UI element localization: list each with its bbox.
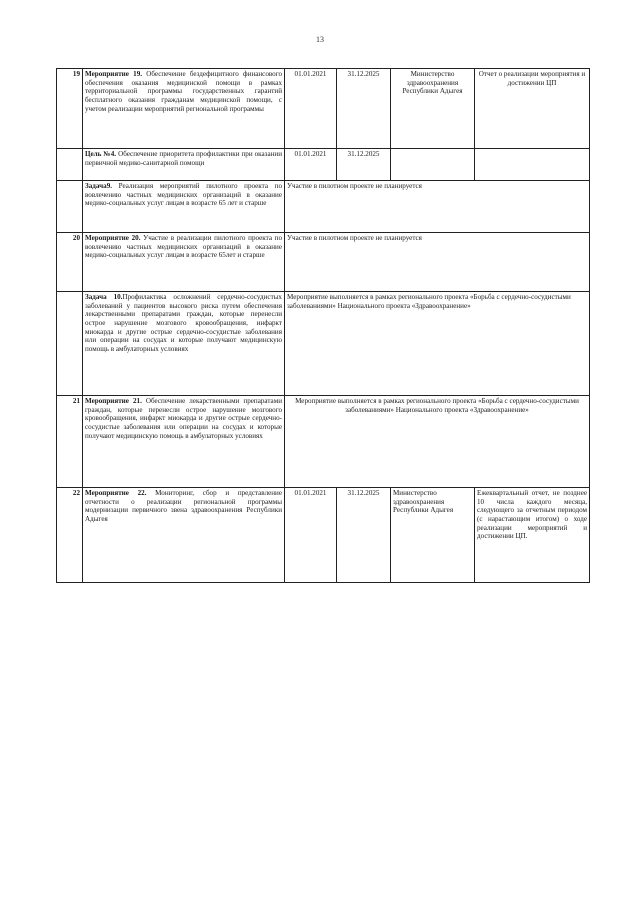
activity-description	[83, 292, 285, 396]
activity-title: Задача 10.	[85, 293, 123, 301]
activity-text: Обеспечение приоритета профилактики при оказании первичной медико-санитарной помощи	[85, 150, 282, 167]
activity-text: Участие в реализации пилотного проекта по вовлечению частных медицинских организаций в оказание медико-социальных услуг лицам в возрасте 65лет и старше	[85, 234, 283, 260]
activity-description	[83, 181, 285, 233]
activity-title: Мероприятие 19.	[85, 70, 143, 78]
start-date: 01.01.2021	[285, 488, 337, 583]
activity-description	[83, 233, 285, 292]
activity-note: Мероприятие выполняется в рамках регионального проекта «Борьба с сердечно-сосудистыми заболеваниями» Национального проекта «Здравоохранение»	[285, 396, 590, 488]
activity-text: Обеспечение лекарственными препаратами граждан, которые перенесли острое нарушение мозгового кровообращения, инфаркт миокарда и другие острые сердечно-сосудистые заболевания или операции на сосудах и которые получают медицинскую помощь в амбулаторных условиях	[85, 397, 282, 440]
report-form: Отчет о реализации мероприятия и достижении ЦП	[475, 69, 590, 149]
end-date: 31.12.2025	[337, 149, 391, 181]
table-row	[57, 488, 590, 583]
executor: Министерство здравоохранения Республики Адыгея	[391, 69, 475, 149]
row-number	[57, 181, 83, 233]
row-number: 20	[57, 233, 83, 292]
end-date: 31.12.2025	[337, 69, 391, 149]
table-row	[57, 69, 590, 149]
activity-description	[83, 69, 285, 149]
activities-table	[56, 68, 590, 583]
executor	[391, 149, 475, 181]
activity-note: Мероприятие выполняется в рамках регионального проекта «Борьба с сердечно-сосудистыми заболеваниями» Национального проекта «Здравоохранение»	[285, 292, 590, 396]
table-row	[57, 292, 590, 396]
report-form	[475, 149, 590, 181]
activity-title: Мероприятие 22.	[85, 489, 147, 497]
activity-description	[83, 396, 285, 488]
activity-title: Цель №4.	[85, 150, 117, 158]
row-number: 21	[57, 396, 83, 488]
row-number	[57, 292, 83, 396]
activity-text: Реализация мероприятий пилотного проекта по вовлечению частных медицинских организаций в оказание медико-социальных услуг лицам в возрасте 65 лет и старше	[85, 182, 282, 208]
activity-title: Задача9.	[85, 182, 113, 190]
report-form: Ежеквартальный отчет, не позднее 10 числа каждого месяца, следующего за отчетным периодом (с нарастающим итогом) о ходе реализации мероприятий и достижении ЦП.	[475, 488, 590, 583]
activity-note: Участие в пилотном проекте не планируется	[285, 233, 590, 292]
activity-description	[83, 149, 285, 181]
activity-description	[83, 488, 285, 583]
start-date: 01.01.2021	[285, 69, 337, 149]
table-row	[57, 181, 590, 233]
table-row	[57, 396, 590, 488]
row-number: 22	[57, 488, 83, 583]
start-date: 01.01.2021	[285, 149, 337, 181]
page-number: 13	[316, 35, 324, 44]
activity-title: Мероприятие 20.	[85, 234, 141, 242]
table-row	[57, 149, 590, 181]
row-number: 19	[57, 69, 83, 149]
activity-text: Обеспечение бездефицитного финансового обеспечения оказания медицинской помощи в рамках территориальной программы государственных гарантий бесплатного оказания гражданам медицинской помощи, с учетом реализации мероприятий региональной программы	[85, 70, 283, 113]
end-date: 31.12.2025	[337, 488, 391, 583]
executor: Министерство здравоохранения Республики Адыгея	[391, 488, 475, 583]
activity-note: Участие в пилотном проекте не планируется	[285, 181, 590, 233]
activity-title: Мероприятие 21.	[85, 397, 142, 405]
activity-text: Мониторинг, сбор и представление отчетности о реализации региональной программы модернизации первичного звена здравоохранения Республики Адыгея	[85, 489, 282, 523]
activity-text: Профилактика осложнений сердечно-сосудистых заболеваний у пациентов высокого риска путем обеспечения лекарственными препаратами граждан, которые перенесли острое нарушение мозгового кровообращения, инфаркт миокарда и другие острые сердечно-сосудистые заболевания или операции на сосудах и которые получают медицинскую помощь в амбулаторных условиях	[85, 293, 282, 353]
row-number	[57, 149, 83, 181]
table-row	[57, 233, 590, 292]
